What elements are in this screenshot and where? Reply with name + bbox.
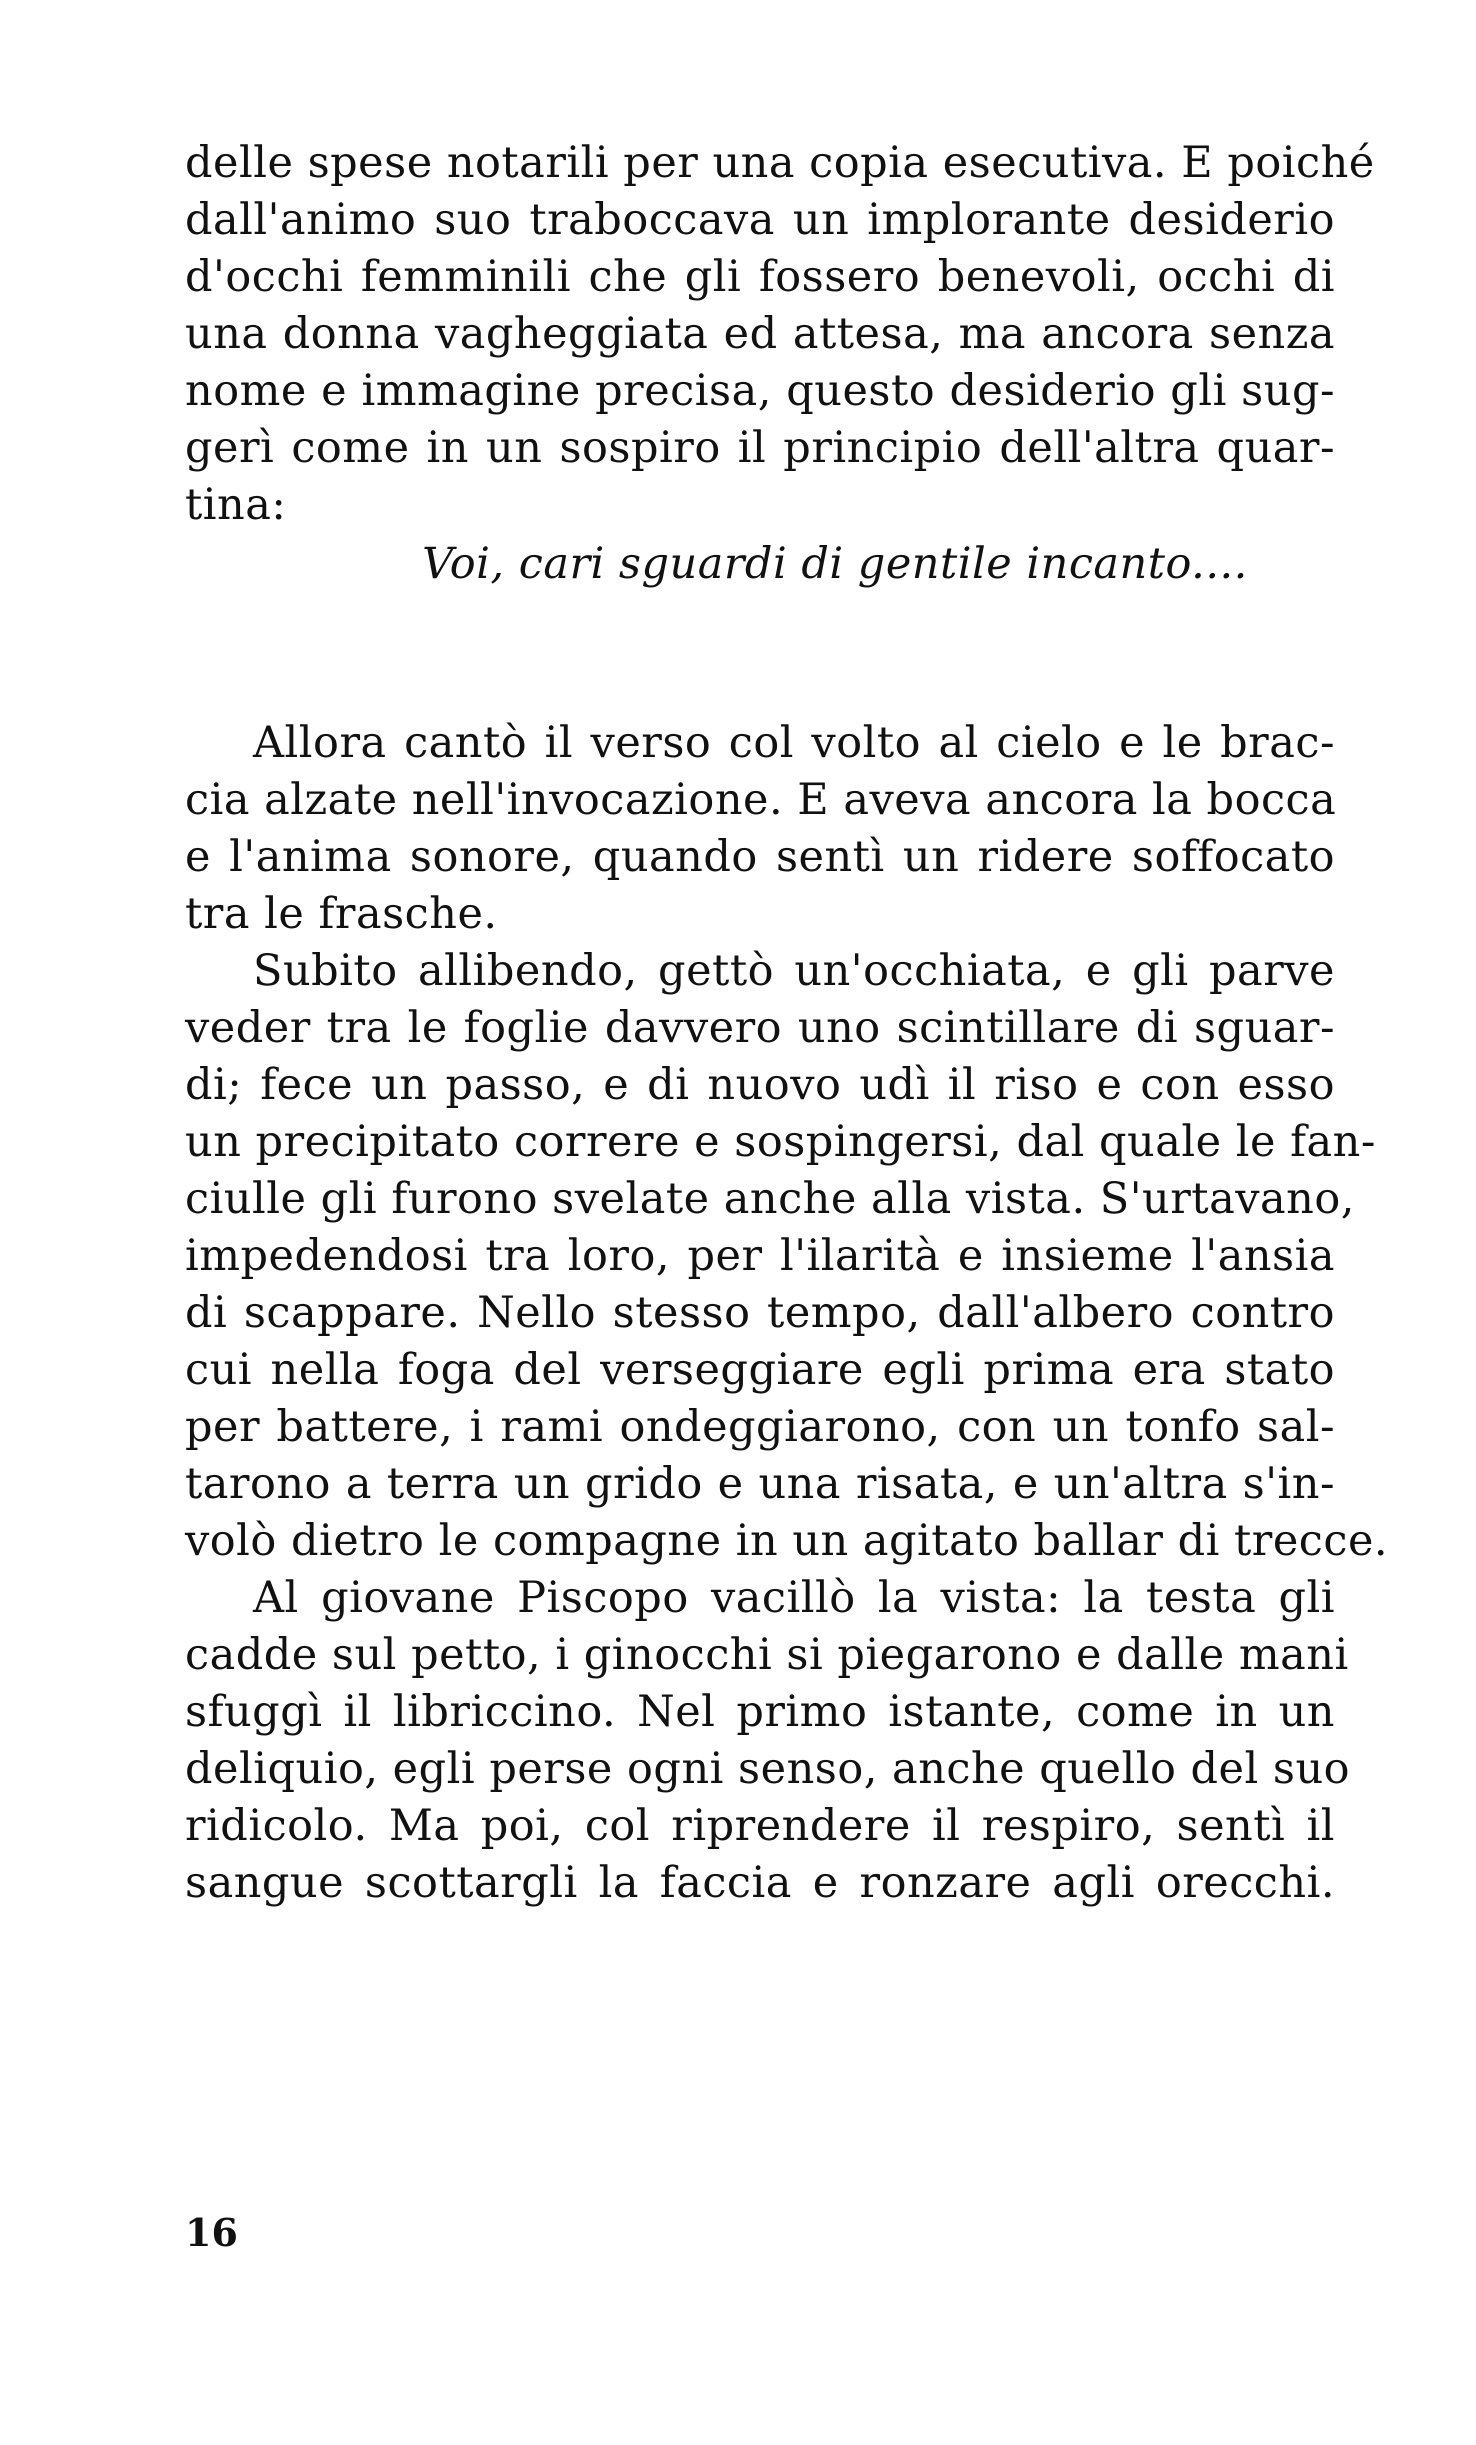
text-line: e l'anima sonore, quando sentì un ridere soffocato xyxy=(185,832,1335,882)
text-line: ciulle gli furono svelate anche alla vista. S'urtavano, xyxy=(185,1174,1355,1224)
text-line: sangue scottargli la faccia e ronzare agli orecchi. xyxy=(185,1858,1335,1908)
text-line: tina: xyxy=(185,480,287,530)
text-line: Al giovane Piscopo vacillò la vista: la testa gli xyxy=(253,1573,1335,1623)
text-line: impedendosi tra loro, per l'ilarità e insieme l'ansia xyxy=(185,1231,1335,1281)
text-line: gerì come in un sospiro il principio dell'altra quar- xyxy=(185,423,1335,473)
text-line: volò dietro le compagne in un agitato ballar di trecce. xyxy=(185,1516,1389,1566)
text-line: Subito allibendo, gettò un'occhiata, e gli parve xyxy=(253,946,1335,996)
text-line: deliquio, egli perse ogni senso, anche quello del suo xyxy=(185,1744,1351,1794)
text-line: per battere, i rami ondeggiarono, con un tonfo sal- xyxy=(185,1402,1335,1452)
text-line: ridicolo. Ma poi, col riprendere il respiro, sentì il xyxy=(185,1801,1335,1851)
text-line: Allora cantò il verso col volto al cielo e le brac- xyxy=(253,718,1335,768)
text-line: veder tra le foglie davvero uno scintillare di sguar- xyxy=(185,1003,1335,1053)
text-line: dall'animo suo traboccava un implorante desiderio xyxy=(185,195,1335,245)
text-line: tarono a terra un grido e una risata, e un'altra s'in- xyxy=(185,1459,1335,1509)
text-block-main xyxy=(185,715,1389,1912)
text-line: di scappare. Nello stesso tempo, dall'albero contro xyxy=(185,1288,1335,1338)
text-line: sfuggì il libriccino. Nel primo istante, come in un xyxy=(185,1687,1335,1737)
text-block-top xyxy=(185,135,1375,593)
page-number: 16 xyxy=(185,2210,238,2255)
text-line: cadde sul petto, i ginocchi si piegarono e dalle mani xyxy=(185,1630,1349,1680)
verse-line: Voi, cari sguardi di gentile incanto.... xyxy=(422,539,1248,589)
text-line: un precipitato correre e sospingersi, dal quale le fan- xyxy=(185,1117,1376,1167)
text-line: delle spese notarili per una copia esecutiva. E poiché xyxy=(185,138,1375,188)
text-line: una donna vagheggiata ed attesa, ma ancora senza xyxy=(185,309,1335,359)
text-line: cia alzate nell'invocazione. E aveva ancora la bocca xyxy=(185,775,1337,825)
text-line: di; fece un passo, e di nuovo udì il riso e con esso xyxy=(185,1060,1335,1110)
text-line: nome e immagine precisa, questo desiderio gli sug- xyxy=(185,366,1335,416)
text-line: cui nella foga del verseggiare egli prima era stato xyxy=(185,1345,1335,1395)
text-line: d'occhi femminili che gli fossero benevoli, occhi di xyxy=(185,252,1335,302)
text-line: tra le frasche. xyxy=(185,889,498,939)
